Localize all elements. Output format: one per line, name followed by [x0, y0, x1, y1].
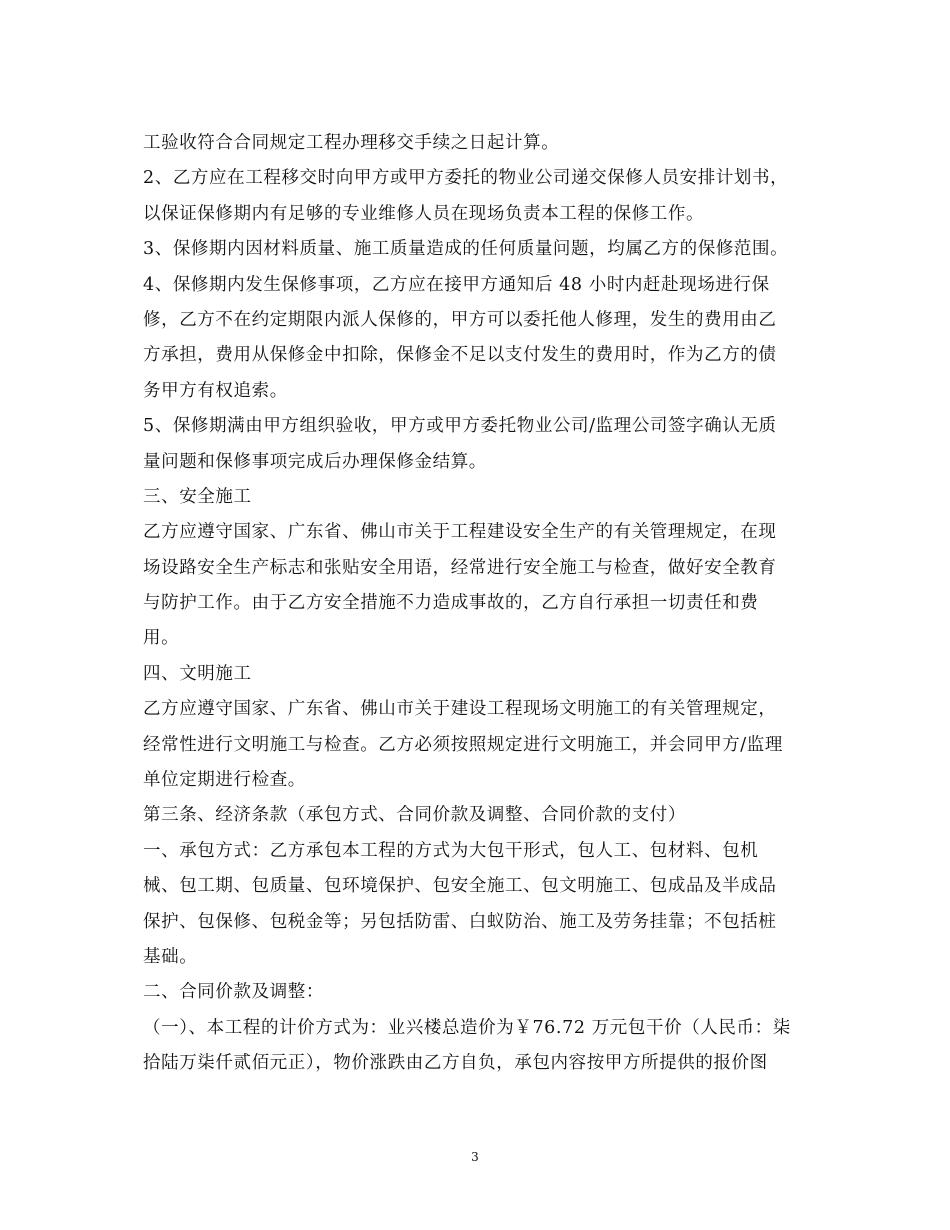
- section-heading: 三、安全施工: [143, 486, 252, 507]
- text-line: 务甲方有权追索。: [143, 380, 288, 401]
- text-line: 场设路安全生产标志和张贴安全用语，经常进行安全施工与检查，做好安全教育: [143, 557, 777, 578]
- text-line: 基础。: [143, 946, 198, 967]
- text-line: 用。: [143, 628, 180, 649]
- text-line: 4、保修期内发生保修事项，乙方应在接甲方通知后 48 小时内赶赴现场进行保: [143, 274, 770, 295]
- text-line: 量问题和保修事项完成后办理保修金结算。: [143, 451, 487, 472]
- text-line: 2、乙方应在工程移交时向甲方或甲方委托的物业公司递交保修人员安排计划书，: [143, 168, 789, 189]
- text-line: 5、保修期满由甲方组织验收，甲方或甲方委托物业公司/监理公司签字确认无质: [143, 416, 777, 437]
- body-text: [143, 126, 813, 1082]
- text-line: 乙方应遵守国家、广东省、佛山市关于建设工程现场文明施工的有关管理规定，: [143, 699, 777, 720]
- section-heading: 四、文明施工: [143, 663, 252, 684]
- text-line: 3、保修期内因材料质量、施工质量造成的任何质量问题，均属乙方的保修范围。: [143, 239, 789, 260]
- text-line: 拾陆万柒仟贰佰元正），物价涨跌由乙方自负，承包内容按甲方所提供的报价图: [143, 1053, 768, 1074]
- text-line: 械、包工期、包质量、包环境保护、包安全施工、包文明施工、包成品及半成品: [143, 876, 777, 897]
- text-line: 一、承包方式：乙方承包本工程的方式为大包干形式，包人工、包材料、包机: [143, 840, 759, 861]
- text-line: （一）、本工程的计价方式为：业兴楼总造价为￥76.72 万元包干价（人民币：柒: [143, 1017, 791, 1038]
- text-line: 乙方应遵守国家、广东省、佛山市关于工程建设安全生产的有关管理规定，在现: [143, 522, 777, 543]
- text-line: 方承担，费用从保修金中扣除，保修金不足以支付发生的费用时，作为乙方的债: [143, 345, 777, 366]
- text-line: 以保证保修期内有足够的专业维修人员在现场负责本工程的保修工作。: [143, 203, 705, 224]
- page-number: 3: [471, 1150, 479, 1164]
- text-line: 单位定期进行检查。: [143, 770, 306, 791]
- text-line: 修，乙方不在约定期限内派人保修的，甲方可以委托他人修理，发生的费用由乙: [143, 309, 777, 330]
- text-line: 与防护工作。由于乙方安全措施不力造成事故的，乙方自行承担一切责任和费: [143, 593, 759, 614]
- text-line: 保护、包保修、包税金等；另包括防雷、白蚁防治、施工及劳务挂靠；不包括桩: [143, 911, 777, 932]
- text-line: 经常性进行文明施工与检查。乙方必须按照规定进行文明施工，并会同甲方/监理: [143, 734, 783, 755]
- article-heading: 第三条、经济条款（承包方式、合同价款及调整、合同价款的支付）: [143, 805, 686, 826]
- text-line: 工验收符合合同规定工程办理移交手续之日起计算。: [143, 133, 560, 153]
- section-heading: 二、合同价款及调整：: [143, 982, 324, 1003]
